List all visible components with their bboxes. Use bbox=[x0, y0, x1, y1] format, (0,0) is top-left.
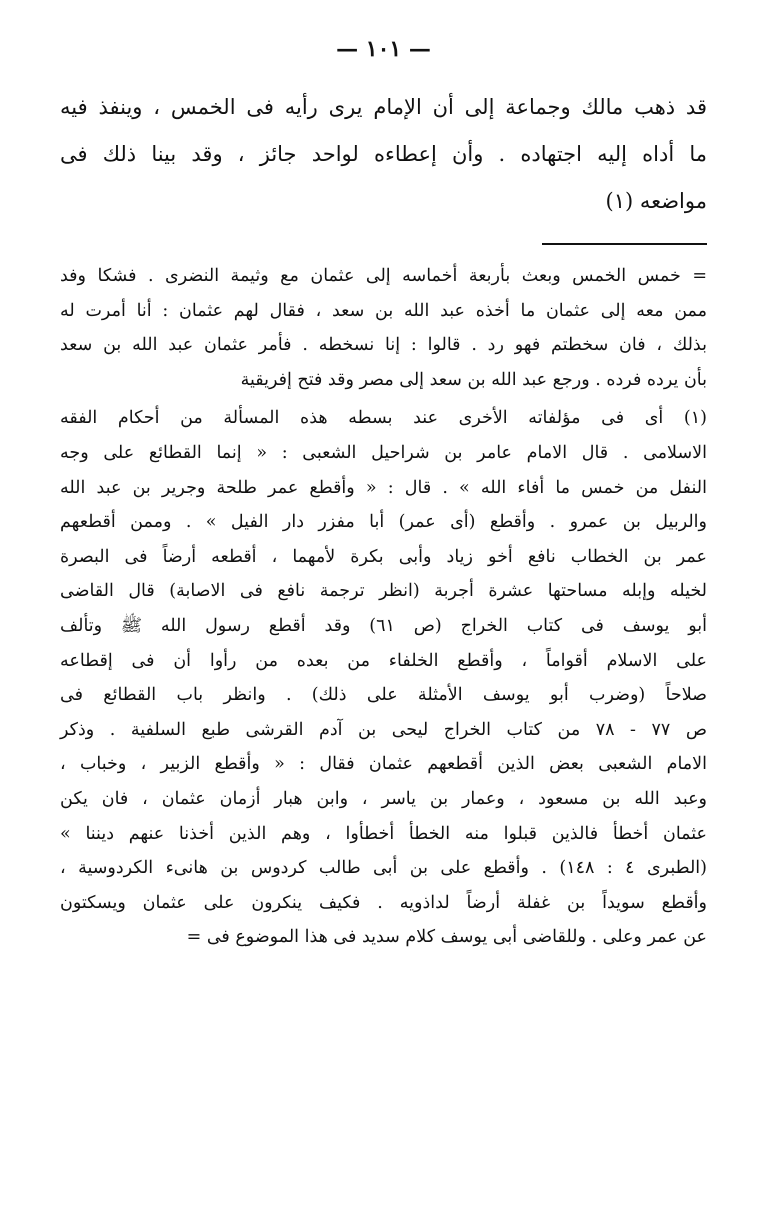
footnote-continuation bbox=[60, 259, 707, 397]
main-text bbox=[60, 84, 707, 225]
footnote-line: = خمس الخمس وبعث بأربعة أخماسه إلى عثمان مع وثيمة النضرى . فشكا وفد bbox=[60, 266, 707, 286]
footnote-line: لخيله وإبله مساحتها عشرة أجربة (انظر ترجمة نافع فى الاصابة) قال القاضى bbox=[60, 581, 707, 602]
main-text-line: ما أداه إليه اجتهاده . وأن إعطاءه لواحد جائز ، وقد بينا ذلك فى bbox=[60, 142, 707, 166]
footnote-line: والربيل بن عمرو . وأقطع (أى عمر) أبا مفزر دار الفيل » . وممن أقطعهم bbox=[60, 512, 707, 533]
page-number: — ١٠١ — bbox=[336, 36, 431, 62]
footnote-line: على الاسلام أقواماً ، وأقطع الخلفاء من بعده من رأوا أن فى إقطاعه bbox=[60, 650, 707, 671]
footnote-line: الامام الشعبى بعض الذين أقطعهم عثمان فقال : « وأقطع الزبير ، وخباب ، bbox=[60, 754, 707, 775]
main-text-line: قد ذهب مالك وجماعة إلى أن الإمام يرى رأيه فى الخمس ، وينفذ فيه bbox=[60, 95, 707, 119]
footnote-line: النفل من خمس ما أفاء الله » . قال : « وأقطع عمر طلحة وجرير بن عبد الله bbox=[60, 477, 707, 498]
footnote-1 bbox=[60, 401, 707, 955]
main-text-line: مواضعه (١) bbox=[605, 189, 707, 213]
footnote-line: (١) أى فى مؤلفاته الأخرى عند بسطه هذه المسألة من أحكام الفقه bbox=[60, 408, 707, 429]
footnote-line: عثمان أخطأ فالذين قبلوا منه الخطأ أخطأوا ، وهم الذين أخذنا عنهم ديننا » bbox=[60, 823, 707, 844]
footnote-line: ص ٧٧ - ٧٨ من كتاب الخراج ليحى بن آدم القرشى طبع السلفية . وذكر bbox=[60, 719, 707, 740]
footnote-line: الاسلامى . قال الامام عامر بن شراحيل الشعبى : « إنما القطائع على وجه bbox=[60, 442, 707, 463]
footnotes bbox=[60, 259, 707, 955]
footnote-line: صلاحاً (وضرب أبو يوسف الأمثلة على ذلك) . وانظر باب القطائع فى bbox=[60, 685, 707, 706]
footnote-line: بأن يرده فرده . ورجع عبد الله بن سعد إلى مصر وقد فتح إفريقية bbox=[240, 369, 707, 390]
footnote-line: عن عمر وعلى . وللقاضى أبى يوسف كلام سديد فى هذا الموضوع فى = bbox=[186, 927, 707, 948]
footnote-line: ممن معه إلى عثمان ما أخذه عبد الله بن سعد ، فقال لهم عثمان : أنا أمرت له bbox=[60, 300, 707, 321]
footnote-line: وعبد الله بن مسعود ، وعمار بن ياسر ، وابن هبار أزمان عثمان ، فان يكن bbox=[60, 788, 707, 809]
footnote-line: عمر بن الخطاب نافع أخو زياد وأبى بكرة لأمهما ، أقطعه أرضاً فى البصرة bbox=[60, 546, 707, 567]
book-page bbox=[60, 36, 707, 1221]
footnote-divider bbox=[542, 243, 707, 245]
footnote-line: بذلك ، فان سخطتم فهو رد . قالوا : إنا نسخطه . فأمر عثمان عبد الله بن سعد bbox=[60, 335, 707, 356]
footnote-line: (الطبرى ٤ : ١٤٨) . وأقطع على بن أبى طالب كردوس بن هانىء الكردوسية ، bbox=[60, 858, 707, 879]
footnote-line: أبو يوسف فى كتاب الخراج (ص ٦١) وقد أقطع رسول الله ﷺ وتألف bbox=[60, 615, 707, 636]
footnote-line: وأقطع سويداً بن غفلة أرضاً لداذويه . فكيف ينكرون على عثمان ويسكتون bbox=[60, 892, 707, 913]
